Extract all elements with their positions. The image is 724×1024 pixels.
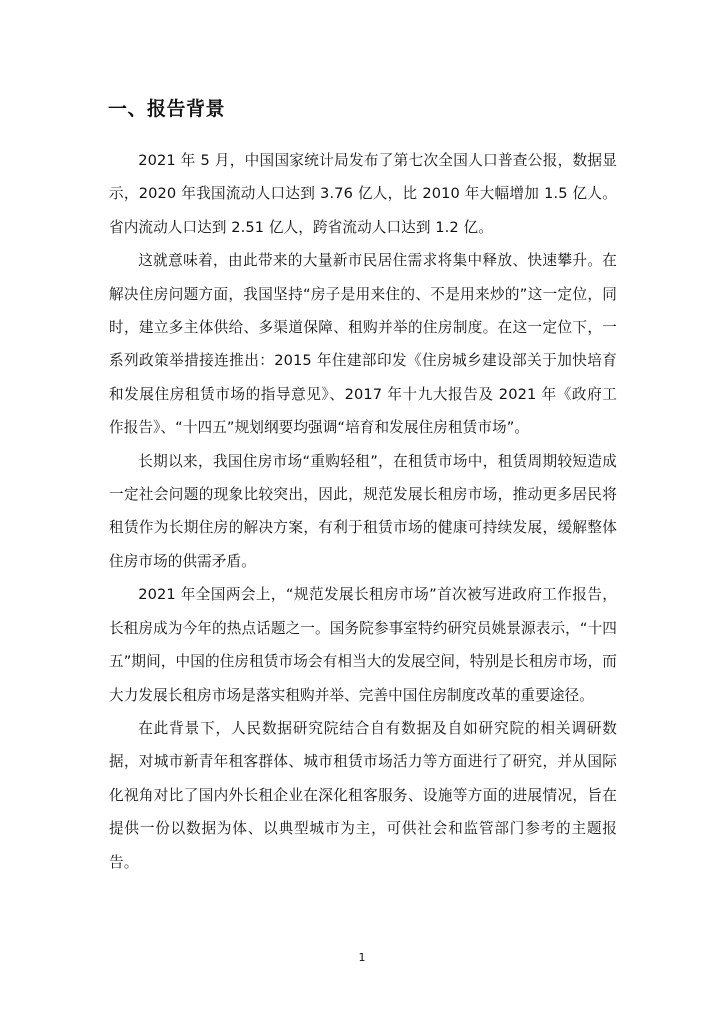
page-number: 1	[358, 951, 366, 964]
body-text	[109, 144, 617, 879]
paragraph-report-purpose: 在此背景下，人民数据研究院结合自有数据及自如研究院的相关调研数据，对城市新青年租客群体、城市租赁市场活力等方面进行了研究，并从国际化视角对比了国内外长租企业在深化租客服务、设施等方面的进展情况，旨在提供一份以数据为体、以典型城市为主，可供社会和监管部门参考的主题报告。	[109, 719, 617, 871]
paragraph-housing-policy: 这就意味着，由此带来的大量新市民居住需求将集中释放、快速攀升。在解决住房问题方面，我国坚持“房子是用来住的、不是用来炒的”这一定位，同时，建立多主体供给、多渠道保障、租购并举的住房制度。在这一定位下，一系列政策举措接连推出：2015 年住建部印发《住房城乡建设部关于加快培育和发展住房租赁市场的指导意见》、2017 年十九大报告及 2021 年《政府工作报告》、“十四五”规划纲要均强调“培育和发展住房租赁市场”。	[109, 252, 617, 437]
paragraph-two-sessions: 2021 年全国两会上，“规范发展长租房市场”首次被写进政府工作报告，长租房成为今年的热点话题之一。国务院参事室特约研究员姚景源表示，“十四五”期间，中国的住房租赁市场会有相当大的发展空间，特别是长租房市场，而大力发展长租房市场是落实租购并举、完善中国住房制度改革的重要途径。	[109, 586, 617, 704]
paragraph-rental-market: 长期以来，我国住房市场“重购轻租”，在租赁市场中，租赁周期较短造成一定社会问题的现象比较突出，因此，规范发展长租房市场，推动更多居民将租赁作为长期住房的解决方案，有利于租赁市场的健康可持续发展，缓解整体住房市场的供需矛盾。	[109, 452, 617, 570]
section-heading: 一、报告背景	[108, 98, 226, 120]
paragraph-census: 2021 年 5 月，中国国家统计局发布了第七次全国人口普查公报，数据显示，2020 年我国流动人口达到 3.76 亿人，比 2010 年大幅增加 1.5 亿人。省内流动人口达到 2.51 亿人，跨省流动人口达到 1.2 亿。	[109, 152, 617, 236]
